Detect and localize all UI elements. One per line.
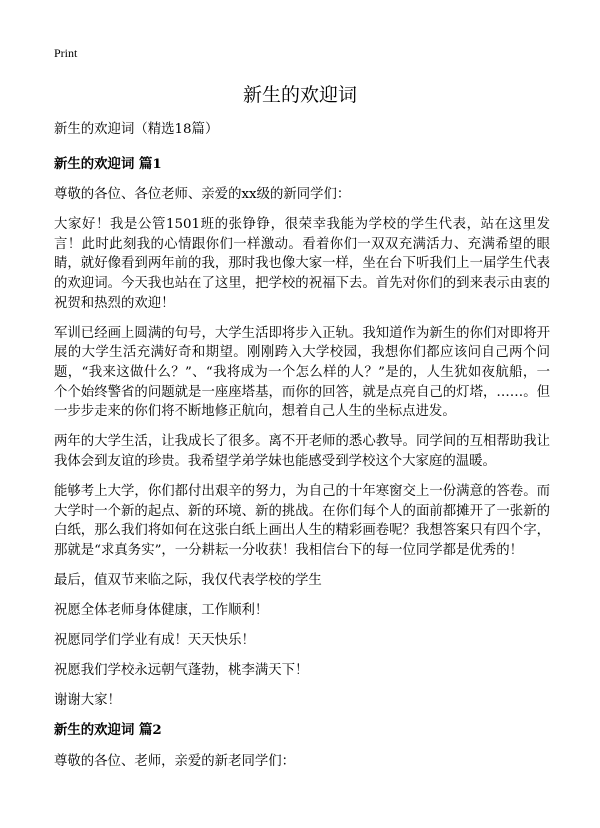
paragraph: 军训已经画上圆满的句号，大学生活即将步入正轨。我知道作为新生的你们对即将开展的大学生活充满好奇和期望。刚刚跨入大学校园，我想你们都应该问自己两个问题，“我来这做什么？”、“我将成为一个怎么样的人？”是的，人生犹如夜航船，一个个始终警省的问题就是一座座塔基，而你的回答，就是点亮自己的灯塔，……。但一步步走来的你们将不断地修正航向，想着自己人生的坐标点进发。 — [54, 325, 550, 420]
section-heading-2: 新生的欢迎词 篇2 — [54, 722, 162, 739]
paragraph: 大家好！我是公管1501班的张铮铮，很荣幸我能为学校的学生代表，站在这里发言！此时此刻我的心情跟你们一样激动。看着你们一双双充满活力、充满希望的眼睛，就好像看到两年前的我，那时我也像大家一样，坐在台下听我们上一届学生代表的欢迎词。今天我也站在了这里，把学校的祝福下去。首先对你们的到来表示由衷的祝贺和热烈的欢迎！ — [54, 217, 550, 311]
paragraph: 尊敬的各位、老师，亲爱的新老同学们： — [54, 753, 296, 769]
document-subtitle: 新生的欢迎词（精选18篇） — [54, 122, 219, 137]
paragraph: 尊敬的各位、各位老师、亲爱的xx级的新同学们： — [54, 187, 351, 203]
paragraph: 能够考上大学，你们都付出艰辛的努力，为自己的十年寒窗交上一份满意的答卷。而大学时一个新的起点、新的环境、新的挑战。在你们每个人的面前都摊开了一张新的白纸，那么我们将如何在这张白纸上画出人生的精彩画卷呢？我想答案只有四个字，那就是“求真务实”，一分耕耘一分收获！我相信台下的每一位同学都是优秀的！ — [54, 483, 550, 558]
paragraph: 祝愿全体老师身体健康，工作顺利！ — [54, 602, 269, 618]
paragraph: 祝愿同学们学业有成！天天快乐！ — [54, 632, 255, 648]
print-label[interactable]: Print — [54, 46, 78, 60]
paragraph: 两年的大学生活，让我成长了很多。离不开老师的悉心教导。同学间的互相帮助我让我体会到友谊的珍贵。我希望学弟学妹也能感受到学校这个大家庭的温暖。 — [54, 434, 550, 469]
paragraph: 最后，值双节来临之际，我仅代表学校的学生 — [54, 572, 322, 588]
paragraph: 谢谢大家！ — [54, 693, 121, 709]
page-title: 新生的欢迎词 — [242, 84, 357, 106]
paragraph: 祝愿我们学校永远朝气蓬勃，桃李满天下！ — [54, 663, 309, 679]
document-body — [54, 120, 550, 782]
section-heading-1: 新生的欢迎词 篇1 — [54, 155, 162, 172]
